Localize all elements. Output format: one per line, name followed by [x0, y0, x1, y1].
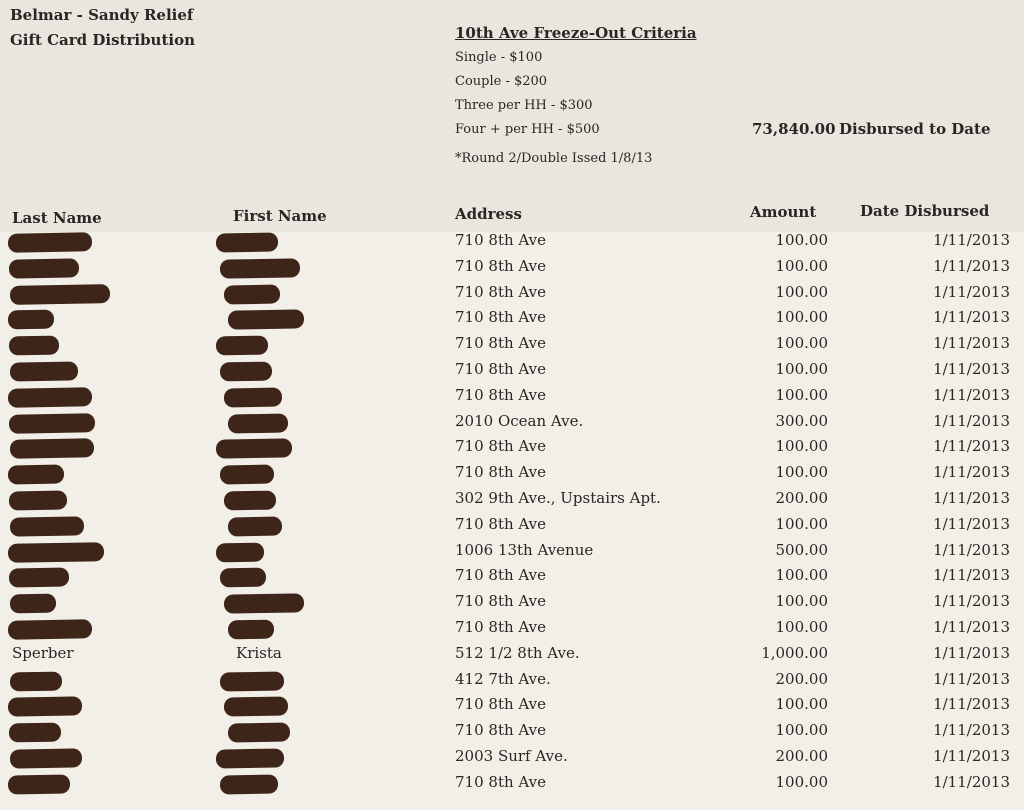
address: 710 8th Ave [455, 463, 546, 482]
address: 512 1/2 8th Ave. [455, 643, 580, 662]
table-row [0, 281, 1024, 307]
table-row [0, 410, 1024, 436]
amount: 200.00 [775, 669, 828, 688]
last-name: Sperber [12, 643, 74, 662]
table-row [0, 719, 1024, 745]
date-disbursed: 1/11/2013 [933, 385, 1010, 404]
date-disbursed: 1/11/2013 [933, 360, 1010, 378]
redacted-last-name [8, 619, 92, 639]
org-name: Belmar - Sandy Relief [10, 6, 194, 24]
date-disbursed: 1/11/2013 [933, 463, 1010, 482]
redacted-first-name [228, 516, 282, 536]
redacted-last-name [10, 516, 84, 536]
date-disbursed: 1/11/2013 [933, 231, 1010, 249]
amount: 300.00 [775, 411, 828, 430]
table-row [0, 693, 1024, 719]
redacted-first-name [220, 671, 284, 691]
table-row [0, 745, 1024, 771]
redacted-last-name [9, 413, 95, 433]
redacted-last-name [8, 465, 64, 485]
redacted-last-name [9, 490, 67, 510]
date-disbursed: 1/11/2013 [933, 282, 1010, 301]
redacted-first-name [224, 284, 280, 304]
redacted-last-name [9, 336, 59, 356]
redacted-first-name [216, 748, 284, 768]
amount: 100.00 [775, 618, 828, 636]
address: 710 8th Ave [455, 360, 546, 378]
column-header-date-disbursed: Date Disbursed [860, 202, 990, 220]
amount: 100.00 [775, 360, 828, 378]
redacted-first-name [228, 310, 304, 330]
redacted-first-name [228, 620, 274, 640]
redacted-last-name [10, 439, 94, 459]
date-disbursed: 1/11/2013 [933, 643, 1010, 662]
amount: 100.00 [775, 437, 828, 456]
address: 710 8th Ave [455, 308, 546, 327]
address: 710 8th Ave [455, 385, 546, 404]
redacted-first-name [220, 362, 272, 382]
amount: 100.00 [775, 592, 828, 611]
address: 710 8th Ave [455, 282, 546, 301]
criteria-line-single: Single - $100 [455, 50, 543, 65]
redacted-first-name [224, 593, 304, 613]
address: 710 8th Ave [455, 514, 546, 533]
redacted-last-name [9, 723, 61, 743]
date-disbursed: 1/11/2013 [933, 747, 1010, 765]
document-subtitle: Gift Card Distribution [10, 31, 195, 49]
amount: 100.00 [775, 772, 828, 791]
criteria-line-three: Three per HH - $300 [455, 98, 593, 113]
column-header-first-name: First Name [233, 207, 327, 225]
redacted-first-name [216, 336, 268, 356]
amount: 100.00 [775, 231, 828, 249]
address: 710 8th Ave [455, 256, 546, 275]
criteria-note: *Round 2/Double Issed 1/8/13 [455, 151, 653, 166]
table-row [0, 668, 1024, 694]
amount: 200.00 [775, 489, 828, 507]
table-row [0, 642, 1024, 668]
address: 710 8th Ave [455, 592, 546, 611]
date-disbursed: 1/11/2013 [933, 411, 1010, 430]
redacted-first-name [224, 697, 288, 717]
table-row [0, 306, 1024, 332]
redacted-last-name [8, 232, 92, 252]
table-row [0, 513, 1024, 539]
amount: 100.00 [775, 695, 828, 714]
date-disbursed: 1/11/2013 [933, 308, 1010, 327]
amount: 500.00 [775, 540, 828, 559]
amount: 200.00 [775, 747, 828, 765]
table-row [0, 590, 1024, 616]
amount: 100.00 [775, 256, 828, 275]
date-disbursed: 1/11/2013 [933, 489, 1010, 507]
redacted-first-name [216, 439, 292, 459]
table-row [0, 539, 1024, 565]
table-row [0, 229, 1024, 255]
address: 412 7th Ave. [455, 669, 551, 688]
table-row [0, 564, 1024, 590]
date-disbursed: 1/11/2013 [933, 540, 1010, 559]
table-row [0, 461, 1024, 487]
address: 710 8th Ave [455, 566, 546, 585]
address: 1006 13th Avenue [455, 540, 594, 559]
redacted-first-name [228, 413, 288, 433]
address: 2003 Surf Ave. [455, 747, 568, 765]
criteria-line-four: Four + per HH - $500 [455, 122, 600, 137]
address: 710 8th Ave [455, 695, 546, 714]
redacted-first-name [220, 568, 266, 588]
date-disbursed: 1/11/2013 [933, 334, 1010, 353]
amount: 100.00 [775, 308, 828, 327]
redacted-first-name [216, 542, 264, 562]
date-disbursed: 1/11/2013 [933, 256, 1010, 275]
redacted-first-name [220, 258, 300, 278]
redacted-last-name [10, 284, 110, 305]
date-disbursed: 1/11/2013 [933, 669, 1010, 688]
table-row [0, 332, 1024, 358]
column-header-amount: Amount [750, 203, 817, 221]
amount: 1,000.00 [761, 643, 828, 662]
total-disbursed-label: Disbursed to Date [839, 120, 991, 138]
redacted-last-name [8, 310, 54, 330]
date-disbursed: 1/11/2013 [933, 772, 1010, 791]
redacted-last-name [8, 542, 104, 563]
address: 710 8th Ave [455, 437, 546, 456]
total-disbursed-amount: 73,840.00 [752, 120, 836, 138]
address: 710 8th Ave [455, 231, 546, 249]
redacted-last-name [10, 594, 56, 614]
date-disbursed: 1/11/2013 [933, 514, 1010, 533]
redacted-last-name [10, 671, 62, 691]
date-disbursed: 1/11/2013 [933, 695, 1010, 714]
table-row [0, 255, 1024, 281]
criteria-line-couple: Couple - $200 [455, 74, 548, 89]
amount: 100.00 [775, 385, 828, 404]
date-disbursed: 1/11/2013 [933, 721, 1010, 740]
redacted-last-name [8, 697, 82, 717]
redacted-last-name [10, 361, 78, 381]
table-row [0, 487, 1024, 513]
redacted-last-name [9, 258, 79, 278]
address: 710 8th Ave [455, 618, 546, 636]
column-header-last-name: Last Name [12, 209, 102, 227]
address: 710 8th Ave [455, 721, 546, 740]
amount: 100.00 [775, 334, 828, 353]
table-row [0, 384, 1024, 410]
date-disbursed: 1/11/2013 [933, 566, 1010, 585]
amount: 100.00 [775, 463, 828, 482]
redacted-last-name [8, 387, 92, 407]
address: 710 8th Ave [455, 334, 546, 353]
criteria-title: 10th Ave Freeze-Out Criteria [455, 24, 697, 42]
table-row [0, 358, 1024, 384]
redacted-first-name [216, 232, 278, 252]
redacted-first-name [220, 465, 274, 485]
date-disbursed: 1/11/2013 [933, 618, 1010, 636]
redacted-last-name [9, 568, 69, 588]
date-disbursed: 1/11/2013 [933, 437, 1010, 456]
amount: 100.00 [775, 514, 828, 533]
table-row [0, 616, 1024, 642]
amount: 100.00 [775, 282, 828, 301]
redacted-last-name [10, 748, 82, 768]
first-name: Krista [236, 643, 282, 662]
address: 302 9th Ave., Upstairs Apt. [455, 489, 661, 507]
table-row [0, 771, 1024, 797]
amount: 100.00 [775, 721, 828, 740]
column-header-address: Address [455, 205, 522, 223]
address: 710 8th Ave [455, 772, 546, 791]
table-row [0, 435, 1024, 461]
redacted-first-name [220, 774, 278, 794]
redacted-last-name [8, 774, 70, 794]
redacted-first-name [228, 723, 290, 743]
amount: 100.00 [775, 566, 828, 585]
address: 2010 Ocean Ave. [455, 411, 584, 430]
redacted-first-name [224, 387, 282, 407]
date-disbursed: 1/11/2013 [933, 592, 1010, 611]
redacted-first-name [224, 491, 276, 511]
